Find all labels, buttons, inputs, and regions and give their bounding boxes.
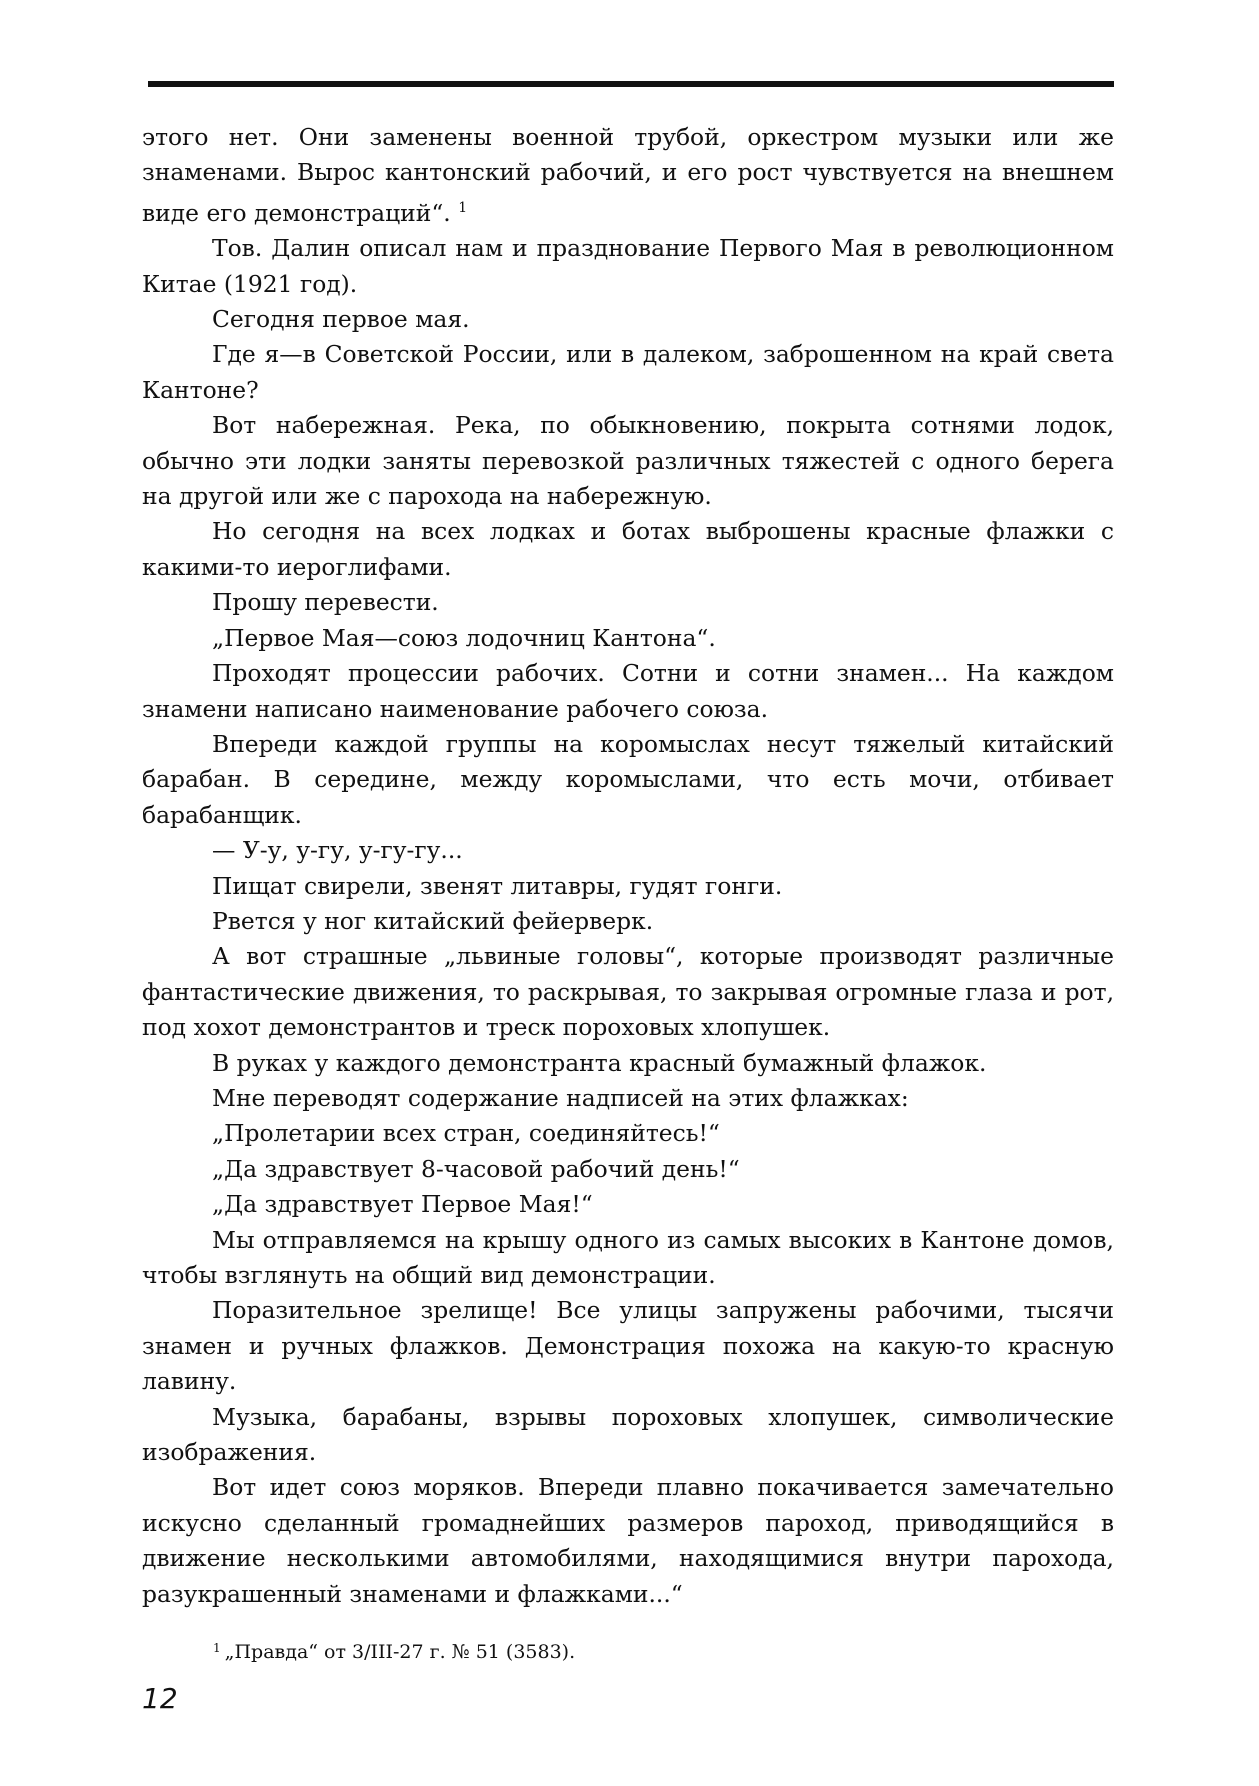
paragraph: „Пролетарии всех стран, соединяйтесь!“ — [212, 1119, 720, 1148]
footnote-mark: 1 — [213, 1641, 221, 1655]
paragraph: Где я—в Советской России, или в далеком, заброшенном на край света Кантоне? — [142, 340, 1114, 404]
paragraph: Проходят процессии рабочих. Сотни и сотни знамен... На каждом знамени написано наименование рабочего союза. — [142, 659, 1114, 723]
footnote — [213, 1635, 575, 1665]
paragraph: „Да здравствует 8-часовой рабочий день!“ — [212, 1154, 740, 1183]
paragraph: Впереди каждой группы на коромыслах несут тяжелый китайский барабан. В середине, между коромыслами, что есть мочи, отбивает барабанщик. — [142, 729, 1114, 829]
main-text — [142, 120, 1114, 1612]
paragraph: Сегодня первое мая. — [212, 305, 470, 334]
paragraph: Музыка, барабаны, взрывы пороховых хлопушек, символические изображения. — [142, 1402, 1114, 1467]
paragraph: Прошу перевести. — [212, 588, 439, 617]
paragraph: В руках у каждого демонстранта красный бумажный флажок. — [212, 1048, 987, 1077]
paragraph: этого нет. Они заменены военной трубой, оркестром музыки или же знаменами. Вырос кантонский рабочий, и его рост чувствуется на внешнем виде его демонстраций“. $^1$ — [142, 123, 1114, 227]
paragraph: „Да здравствует Первое Мая!“ — [212, 1190, 593, 1219]
paragraph: Вот набережная. Река, по обыкновению, покрыта сотнями лодок, обычно эти лодки заняты перевозкой различных тяжестей с одного берега на другой или же с парохода на набережную. — [142, 411, 1114, 511]
paragraph: Но сегодня на всех лодках и ботах выброшены красные флажки с какими-то иероглифами. — [142, 517, 1114, 581]
paragraph: Поразительное зрелище! Все улицы запружены рабочими, тысячи знамен и ручных флажков. Демонстрация похожа на какую-то красную лавину. — [142, 1296, 1114, 1396]
footnote-reference: 1 — [458, 199, 468, 216]
paragraph: Пищат свирели, звенят литавры, гудят гонги. — [212, 871, 783, 900]
header-rule — [148, 81, 1114, 87]
paragraph: — У-у, у-гу, у-гу-гу... — [212, 836, 463, 865]
paragraph: Рвется у ног китайский фейерверк. — [212, 906, 654, 935]
page-number: 12 — [142, 1682, 178, 1715]
paragraph: „Первое Мая—союз лодочниц Кантона“. — [212, 623, 716, 652]
paragraph: Мне переводят содержание надписей на этих флажках: — [212, 1083, 909, 1112]
footnote-text: „Правда“ от 3/III-27 г. № 51 (3583). — [224, 1641, 576, 1663]
paragraph: Вот идет союз моряков. Впереди плавно покачивается замечательно искусно сделанный громаднейших размеров пароход, приводящийся в движение несколькими автомобилями, находящимися внутри парохода, разукрашенный знаменами и флажками...“ — [142, 1473, 1114, 1608]
paragraph: Тов. Далин описал нам и празднование Первого Мая в революционном Китае (1921 год). — [142, 234, 1114, 298]
paragraph: А вот страшные „львиные головы“, которые производят различные фантастические движения, то раскрывая, то закрывая огромные глаза и рот, под хохот демонстрантов и треск пороховых хлопушек. — [142, 942, 1114, 1042]
paragraph: Мы отправляемся на крышу одного из самых высоких в Кантоне домов, чтобы взглянуть на общий вид демонстрации. — [142, 1225, 1114, 1289]
